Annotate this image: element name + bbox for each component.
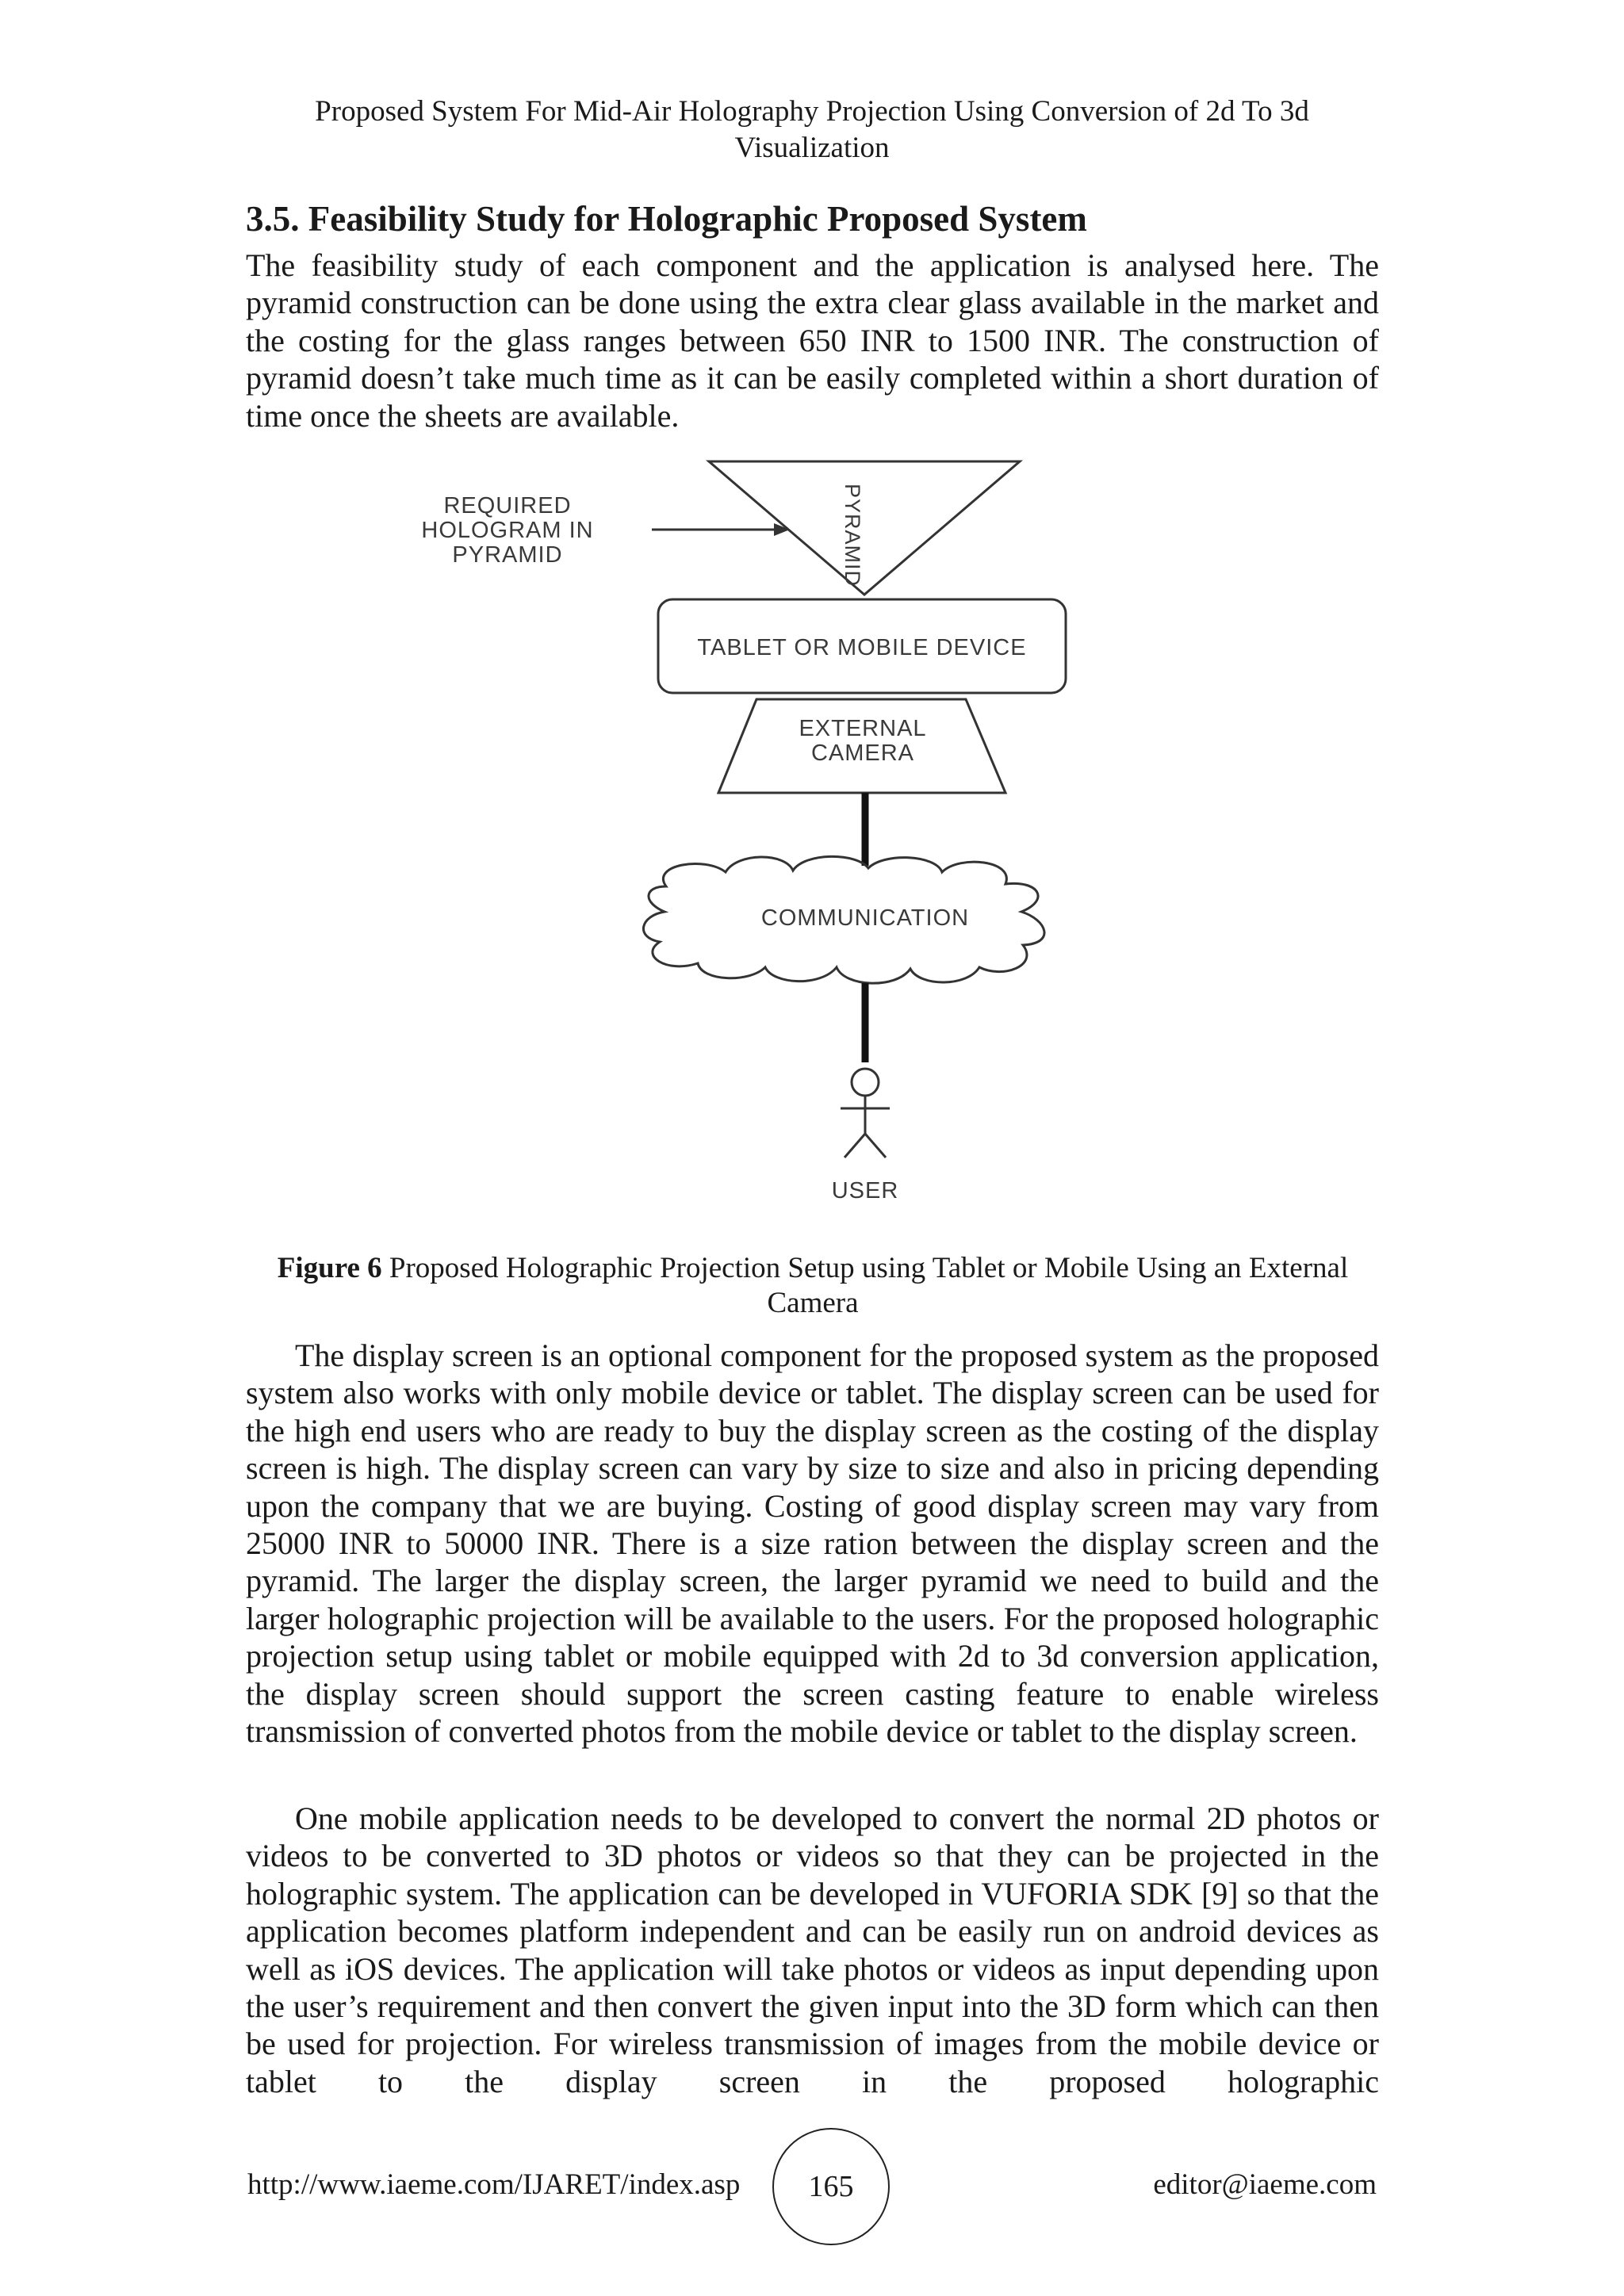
figure-caption-text: Proposed Holographic Projection Setup using Tablet or Mobile Using an External Camera	[381, 1252, 1349, 1319]
footer-url: http://www.iaeme.com/IJARET/index.asp	[247, 2168, 741, 2201]
pyramid-label: PYRAMID	[841, 484, 864, 587]
camera-label-line-2: CAMERA	[810, 740, 915, 766]
section-heading: 3.5. Feasibility Study for Holographic Proposed System	[246, 199, 1087, 239]
running-header-line-2: Visualization	[734, 132, 890, 164]
user-stick-figure	[841, 1069, 890, 1158]
required-label-line-2: HOLOGRAM IN	[421, 518, 594, 543]
intro-paragraph: The feasibility study of each component and the application is analysed here. The pyramid construction can be done using the extra clear glass available in the market and the costing for the glass ranges between 650 INR to 1500 INR. The construction of pyramid doesn’t take much time as it can be easily completed within a short duration of time once the sheets are available.	[246, 247, 1379, 434]
figure-caption-label: Figure 6	[277, 1252, 382, 1284]
figure-caption	[254, 1251, 1372, 1321]
body-paragraph-1: The display screen is an optional component for the proposed system as the proposed system also works with only mobile device or tablet. The display screen can be used for the high end users who are ready to buy the display screen as the costing of the display screen is high. The display screen can vary by size to size and also in pricing depending upon the company that we are buying. Costing of good display screen may vary from 25000 INR to 50000 INR. There is a size ration between the display screen and the pyramid. The larger the display screen, the larger pyramid we need to build and the larger holographic projection will be available to the users. For the proposed holographic projection setup using tablet or mobile equipped with 2d to 3d conversion application, the display screen should support the screen casting feature to enable wireless transmission of converted photos from the mobile device or tablet to the display screen.	[246, 1337, 1379, 1750]
page-number-text: 165	[808, 2170, 854, 2203]
required-label-line-1: REQUIRED	[443, 493, 572, 519]
running-header-line-1: Proposed System For Mid-Air Holography Projection Using Conversion of 2d To 3d	[315, 95, 1309, 128]
camera-label-line-1: EXTERNAL	[799, 716, 927, 741]
footer-email: editor@iaeme.com	[1153, 2168, 1377, 2201]
page-number	[772, 2128, 890, 2245]
figure-6-diagram	[412, 452, 1078, 1213]
device-label: TABLET OR MOBILE DEVICE	[697, 635, 1027, 660]
user-label: USER	[831, 1178, 899, 1203]
communication-label: COMMUNICATION	[760, 905, 970, 931]
running-header	[238, 94, 1386, 166]
required-label-line-3: PYRAMID	[452, 542, 563, 568]
body-paragraph-2: One mobile application needs to be developed to convert the normal 2D photos or videos to be converted to 3D photos or videos so that they can be projected in the holographic system. The application can be developed in VUFORIA SDK [9] so that the application becomes platform independent and can be easily run on android devices as well as iOS devices. The application will take photos or videos as input depending upon the user’s requirement and then convert the given input into the 3D form which can then be used for projection. For wireless transmission of images from the mobile device or tablet to the display screen in the proposed holographic	[246, 1800, 1379, 2099]
